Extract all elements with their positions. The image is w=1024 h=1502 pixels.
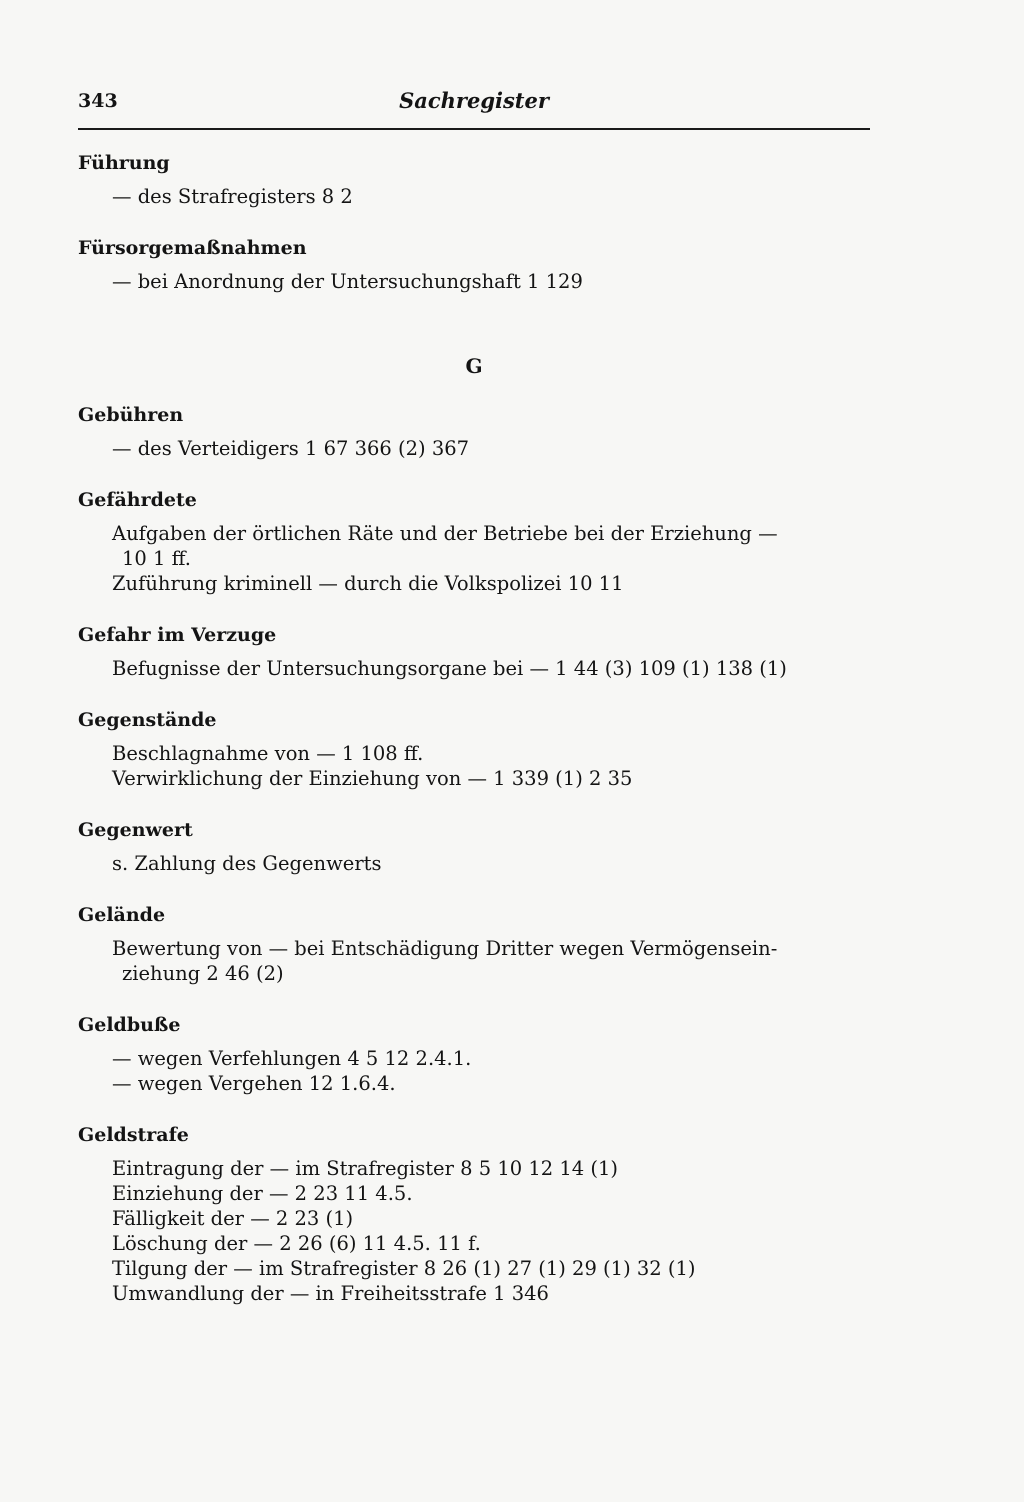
entry-line: Bewertung von — bei Entschädigung Dritter wegen Vermögensein- xyxy=(112,937,778,960)
entry-line: Zuführung kriminell — durch die Volkspolizei 10 11 xyxy=(112,572,624,595)
entry-line: — wegen Vergehen 12 1.6.4. xyxy=(112,1072,396,1095)
index-entry xyxy=(78,400,878,461)
index-content xyxy=(78,148,878,1330)
entry-line: — wegen Verfehlungen 4 5 12 2.4.1. xyxy=(112,1047,472,1070)
entry-line: Eintragung der — im Strafregister 8 5 10 12 14 (1) xyxy=(112,1157,618,1180)
section-letter: G xyxy=(465,354,483,378)
entry-line: Fälligkeit der — 2 23 (1) xyxy=(112,1207,354,1230)
entry-line: Einziehung der — 2 23 11 4.5. xyxy=(112,1182,413,1205)
entry-line: — des Strafregisters 8 2 xyxy=(112,185,353,208)
index-entry xyxy=(78,900,878,986)
entry-heading: Gefahr im Verzuge xyxy=(78,624,277,646)
entry-heading: Gefährdete xyxy=(78,489,197,511)
entry-line: Befugnisse der Untersuchungsorgane bei — 1 44 (3) 109 (1) 138 (1) xyxy=(112,657,787,680)
entry-line: — bei Anordnung der Untersuchungshaft 1 129 xyxy=(112,270,583,293)
index-entry xyxy=(78,620,878,681)
entry-heading: Geldbuße xyxy=(78,1014,181,1036)
index-entry xyxy=(78,233,878,294)
index-entry xyxy=(78,1010,878,1096)
entry-line: Umwandlung der — in Freiheitsstrafe 1 346 xyxy=(112,1282,549,1305)
entry-heading: Geldstrafe xyxy=(78,1124,189,1146)
entry-line: Tilgung der — im Strafregister 8 26 (1) 27 (1) 29 (1) 32 (1) xyxy=(112,1257,696,1280)
entry-heading: Gegenwert xyxy=(78,819,193,841)
entry-line: Aufgaben der örtlichen Räte und der Betriebe bei der Erziehung — xyxy=(112,522,778,545)
entry-heading: Führung xyxy=(78,152,170,174)
entry-heading: Gebühren xyxy=(78,404,184,426)
entry-line: Verwirklichung der Einziehung von — 1 339 (1) 2 35 xyxy=(112,767,633,790)
entry-heading: Gelände xyxy=(78,904,166,926)
entry-line: 10 1 ff. xyxy=(122,547,191,570)
running-header xyxy=(78,88,870,130)
index-entry xyxy=(78,1120,878,1306)
running-title: Sachregister xyxy=(399,88,549,113)
index-entry xyxy=(78,148,878,209)
entry-line: ziehung 2 46 (2) xyxy=(122,962,284,985)
page-number: 343 xyxy=(78,90,118,112)
index-entry xyxy=(78,705,878,791)
entry-heading: Gegenstände xyxy=(78,709,217,731)
entry-line: s. Zahlung des Gegenwerts xyxy=(112,852,382,875)
entry-line: Löschung der — 2 26 (6) 11 4.5. 11 f. xyxy=(112,1232,481,1255)
index-entry xyxy=(78,485,878,596)
index-entry xyxy=(78,815,878,876)
entry-line: — des Verteidigers 1 67 366 (2) 367 xyxy=(112,437,470,460)
entry-line: Beschlagnahme von — 1 108 ff. xyxy=(112,742,424,765)
entry-heading: Fürsorgemaßnahmen xyxy=(78,237,307,259)
